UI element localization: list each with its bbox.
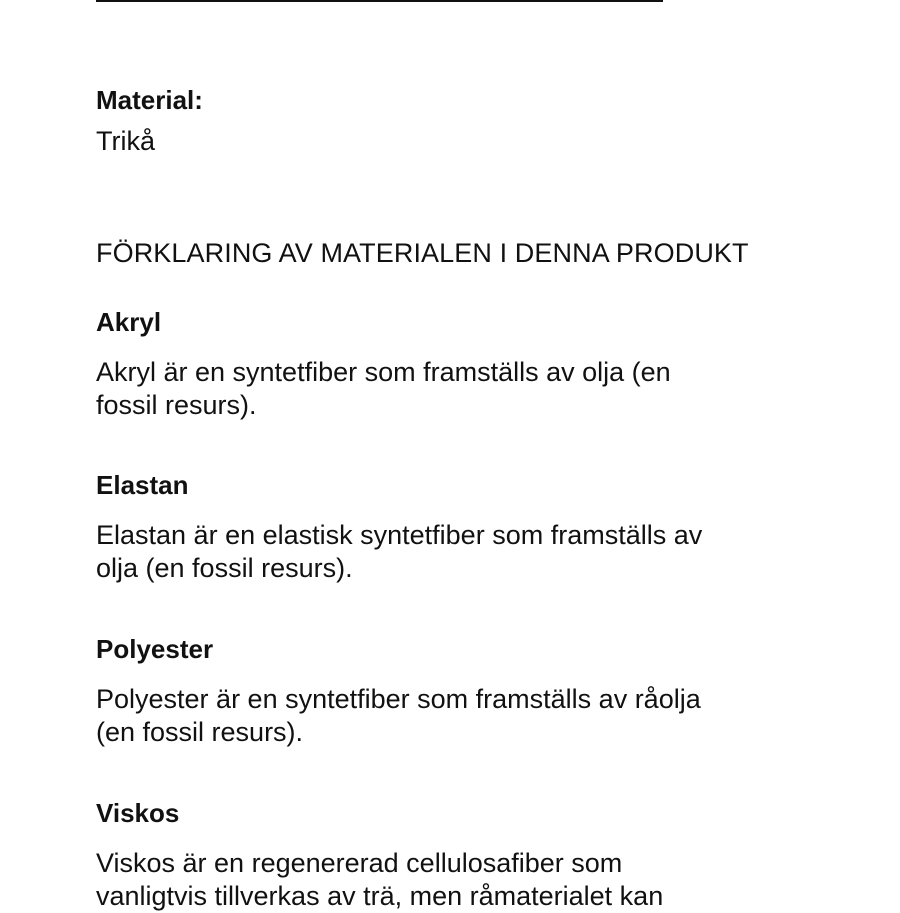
material-description: Polyester är en syntetfiber som framställs av råolja (en fossil resurs). xyxy=(96,684,701,747)
material-heading: Material: xyxy=(96,85,203,115)
material-explanation-polyester xyxy=(96,633,816,749)
material-title: Viskos xyxy=(96,798,180,828)
materials-explanation-heading: FÖRKLARING AV MATERIALEN I DENNA PRODUKT xyxy=(96,238,749,268)
truncated-top-text xyxy=(96,0,663,15)
material-description: Elastan är en elastisk syntetfiber som framställs av olja (en fossil resurs). xyxy=(96,520,703,583)
material-title: Polyester xyxy=(96,634,214,664)
material-explanation-viskos xyxy=(96,797,816,913)
material-title: Akryl xyxy=(96,307,162,337)
material-explanation-elastan xyxy=(96,469,816,585)
material-description: Viskos är en regenererad cellulosafiber som vanligtvis tillverkas av trä, men råmaterialet kan xyxy=(96,848,664,911)
material-title: Elastan xyxy=(96,470,189,500)
material-description: Akryl är en syntetfiber som framställs av olja (en fossil resurs). xyxy=(96,357,671,420)
material-explanation-akryl xyxy=(96,306,816,422)
material-value: Trikå xyxy=(96,126,155,156)
